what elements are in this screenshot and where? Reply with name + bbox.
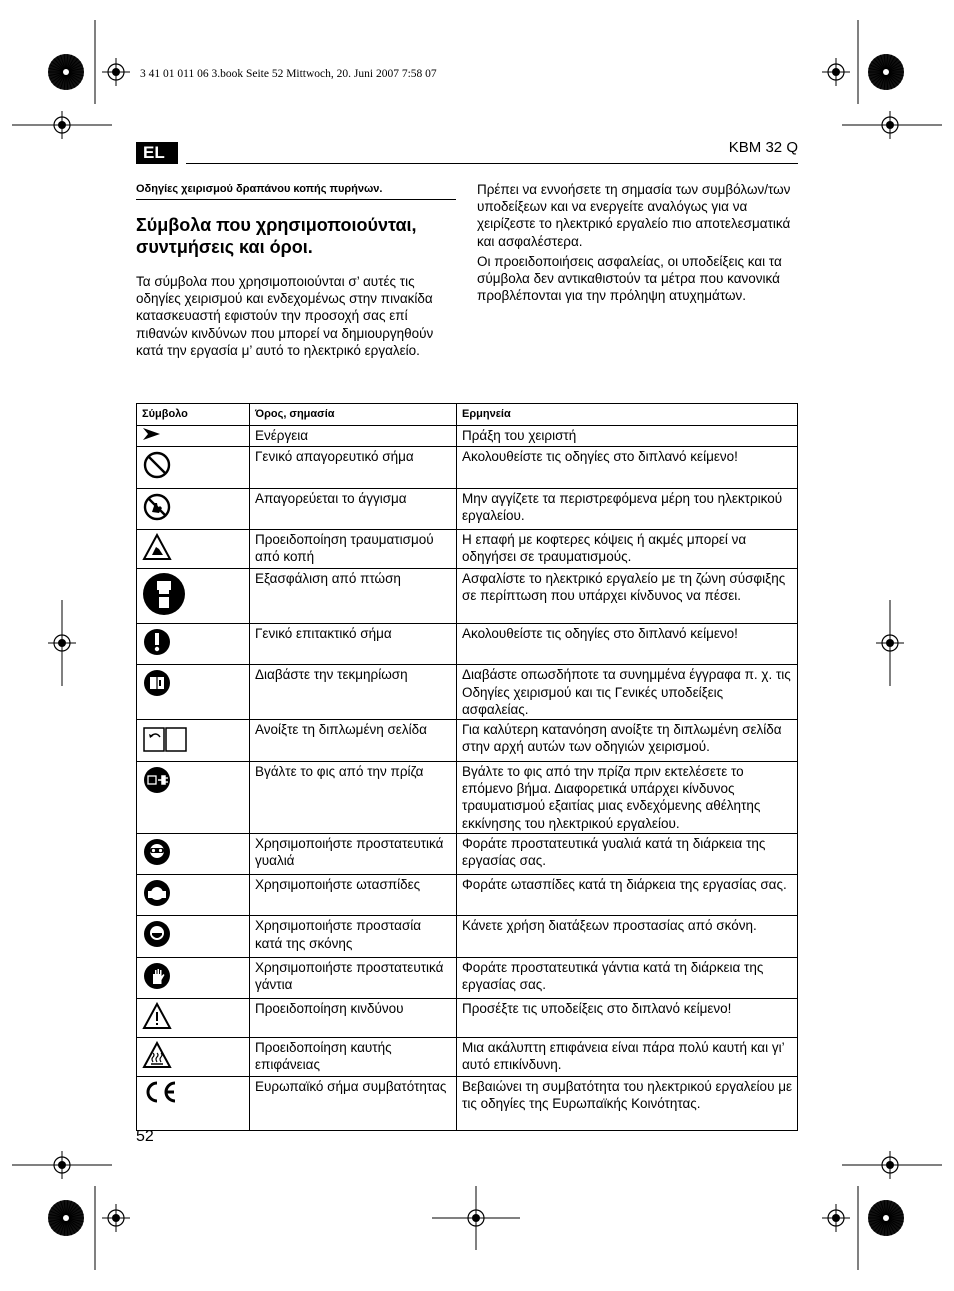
term-cell: Απαγορεύεται το άγγισμα (250, 488, 457, 529)
table-row (137, 762, 798, 834)
symbol-cell (137, 569, 250, 624)
term-cell: Γενικό επιτακτικό σήμα (250, 624, 457, 665)
term-cell: Διαβάστε την τεκμηρίωση (250, 665, 457, 720)
safety-goggles-icon (142, 837, 172, 867)
meaning-cell: Ακολουθείστε τις οδηγίες στο διπλανό κείμενο! (457, 624, 798, 665)
meaning-cell: Κάνετε χρήση διατάξεων προστασίας από σκόνη. (457, 916, 798, 957)
term-cell: Ευρωπαϊκό σήμα συμβατότητας (250, 1077, 457, 1131)
term-cell: Χρησιμοποιήστε ωτασπίδες (250, 875, 457, 916)
subtitle-rule (136, 199, 456, 200)
symbol-cell (137, 1038, 250, 1077)
table-row (137, 529, 798, 568)
table-row (137, 916, 798, 957)
symbols-table (136, 403, 798, 1131)
table-row (137, 875, 798, 916)
term-cell: Προειδοποίηση τραυματισμού από κοπή (250, 529, 457, 568)
meaning-cell: Προσέξτε τις υποδείξεις στο διπλανό κείμενο! (457, 998, 798, 1037)
fold-out-page-icon (142, 723, 188, 753)
symbol-cell (137, 665, 250, 720)
meaning-cell: Ακολουθείστε τις οδηγίες στο διπλανό κείμενο! (457, 447, 798, 488)
symbol-cell (137, 529, 250, 568)
meaning-cell: Φοράτε προστατευτικά γυαλιά κατά τη διάρκεια της εργασίας σας. (457, 834, 798, 875)
symbol-cell (137, 998, 250, 1037)
table-row (137, 957, 798, 998)
header-meaning: Ερμηνεία (457, 404, 798, 426)
unplug-icon (142, 765, 172, 795)
table-header-row (137, 404, 798, 426)
symbol-cell (137, 624, 250, 665)
intro-paragraph: Τα σύμβολα που χρησιμοποιούνται σ’ αυτές τις οδηγίες χειρισμού και ενδεχομένως στην πινακίδα κατασκευαστή εφιστούν την προσοχή σας επί πιθανών κινδύνων που μπορεί να δημιουργηθούν κατά την εργασία μ’ αυτό το ηλεκτρικό εργαλείο. (136, 274, 434, 358)
meaning-cell: Φοράτε προστατευτικά γάντια κατά τη διάρκεια της εργασίας σας. (457, 957, 798, 998)
table-row (137, 720, 798, 762)
symbol-cell (137, 720, 250, 762)
meaning-cell: Πράξη του χειριστή (457, 426, 798, 447)
meaning-cell: Η επαφή με κοφτερες κόψεις ή ακμές μπορεί να οδηγήσει σε τραυματισμούς. (457, 529, 798, 568)
print-info-line: 3 41 01 011 06 3.book Seite 52 Mittwoch, 20. Juni 2007 7:58 07 (140, 68, 437, 80)
document-subtitle: Οδηγίες χειρισμού δραπάνου κοπής πυρήνων. (136, 183, 383, 195)
table-row (137, 447, 798, 488)
meaning-cell: Βεβαιώνει τη συμβατότητα του ηλεκτρικού εργαλείου με τις οδηγίες της Ευρωπαϊκής Κοινότητας. (457, 1077, 798, 1131)
term-cell: Χρησιμοποιήστε προστασία κατά της σκόνης (250, 916, 457, 957)
meaning-cell: Μια ακάλυπτη επιφάνεια είναι πάρα πολύ καυτή και γι’ αυτό επικίνδυνη. (457, 1038, 798, 1077)
symbol-cell (137, 426, 250, 447)
symbol-cell (137, 1077, 250, 1131)
fall-protection-icon (142, 572, 186, 616)
meaning-cell: Για καλύτερη κατανόηση ανοίξτε τη διπλωμένη σελίδα στην αρχή αυτών των οδηγιών χειρισμού. (457, 720, 798, 762)
symbol-cell (137, 762, 250, 834)
term-cell: Ενέργεια (250, 426, 457, 447)
table-row (137, 1077, 798, 1131)
gloves-icon (142, 961, 172, 991)
table-row (137, 488, 798, 529)
term-cell: Βγάλτε το φις από την πρίζα (250, 762, 457, 834)
dust-protection-icon (142, 919, 172, 949)
symbol-cell (137, 447, 250, 488)
meaning-cell: Ασφαλίστε το ηλεκτρικό εργαλείο με τη ζώνη σύσφιξης σε περίπτωση που υπάρχει κίνδυνος να πέσει. (457, 569, 798, 624)
meaning-cell: Φοράτε ωτασπίδες κατά τη διάρκεια της εργασίας σας. (457, 875, 798, 916)
warning-icon (142, 1002, 172, 1030)
table-row (137, 426, 798, 447)
symbol-cell (137, 916, 250, 957)
language-badge: EL (136, 142, 178, 164)
cut-hazard-icon (142, 533, 172, 561)
model-name: KBM 32 Q (728, 139, 798, 156)
arrow-icon (142, 427, 162, 441)
term-cell: Χρησιμοποιήστε προστατευτικά γυαλιά (250, 834, 457, 875)
no-touch-icon (142, 492, 172, 522)
prohibition-icon (142, 450, 172, 480)
table-row (137, 834, 798, 875)
term-cell: Προειδοποίηση κινδύνου (250, 998, 457, 1037)
read-manual-icon (142, 668, 172, 698)
page-number: 52 (136, 1128, 154, 1145)
term-cell: Χρησιμοποιήστε προστατευτικά γάντια (250, 957, 457, 998)
meaning-cell: Μην αγγίζετε τα περιστρεφόμενα μέρη του ηλεκτρικού εργαλείου. (457, 488, 798, 529)
meaning-paragraph: Πρέπει να εννοήσετε τη σημασία των συμβόλων/των υποδείξεων και να ενεργείτε αναλόγως για να χειρίζεστε το ηλεκτρικό εργαλείο πιο αποτελεσματικά και ασφαλέστερα. (477, 182, 791, 249)
table-row (137, 624, 798, 665)
symbol-cell (137, 488, 250, 529)
safety-paragraph: Οι προειδοποιήσεις ασφαλείας, οι υποδείξεις και τα σύμβολα δεν αντικαθιστούν τα μέτρα που κανονικά προβλέπονται για την πρόληψη ατυχημάτων. (477, 254, 782, 304)
table-row (137, 665, 798, 720)
symbol-cell (137, 834, 250, 875)
symbol-cell (137, 957, 250, 998)
header-rule (186, 163, 798, 164)
table-row (137, 569, 798, 624)
header-term: Όρος, σημασία (250, 404, 457, 426)
ear-protection-icon (142, 878, 172, 908)
table-row (137, 1038, 798, 1077)
header-symbol: Σύμβολο (137, 404, 250, 426)
term-cell: Προειδοποίηση καυτής επιφάνειας (250, 1038, 457, 1077)
term-cell: Γενικό απαγορευτικό σήμα (250, 447, 457, 488)
term-cell: Ανοίξτε τη διπλωμένη σελίδα (250, 720, 457, 762)
meaning-cell: Διαβάστε οπωσδήποτε τα συνημμένα έγγραφα π. χ. τις Οδηγίες χειρισμού και τις Γενικές υποδείξεις ασφαλείας. (457, 665, 798, 720)
symbol-cell (137, 875, 250, 916)
section-heading: Σύμβολα που χρησιμοποιούνται, συντμήσεις και όροι. (136, 215, 417, 257)
table-row (137, 998, 798, 1037)
ce-mark-icon (142, 1080, 178, 1104)
term-cell: Εξασφάλιση από πτώση (250, 569, 457, 624)
hot-surface-icon (142, 1041, 172, 1069)
meaning-cell: Βγάλτε το φις από την πρίζα πριν εκτελέσετε το επόμενο βήμα. Διαφορετικά υπάρχει κίνδυνος τραυματισμού εξαιτίας μιας ενδεχόμενης αθέλητης εκκίνησης του ηλεκτρικού εργαλείου. (457, 762, 798, 834)
mandatory-icon (142, 627, 172, 657)
